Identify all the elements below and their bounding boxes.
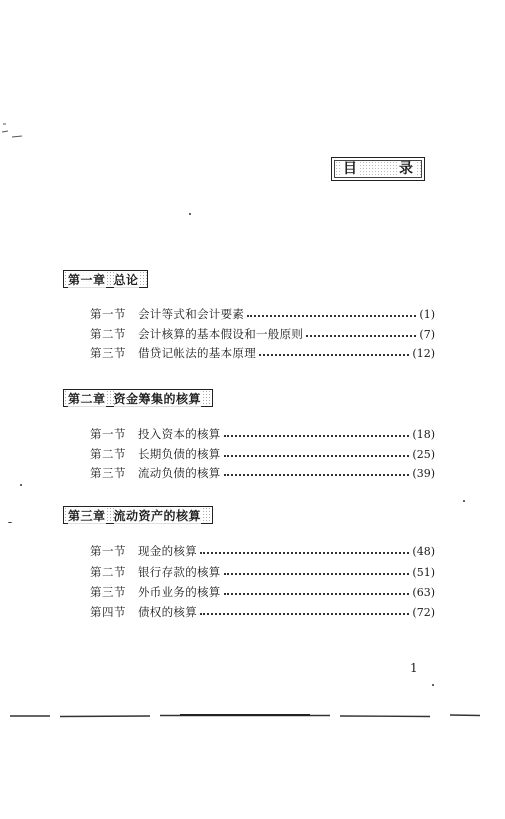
toc-title [331, 157, 425, 181]
section-page: (7) [419, 327, 435, 341]
dot-leader [259, 354, 409, 356]
section-title: 外币业务的核算 [138, 585, 221, 599]
section-title: 借贷记帐法的基本原理 [138, 346, 256, 360]
dot-leader [224, 474, 410, 476]
scan-speck [8, 522, 12, 523]
chapter-label: 第一章 [68, 272, 106, 287]
dot-leader [200, 552, 409, 554]
section-page: (18) [412, 427, 435, 441]
section-title: 会计等式和会计要素 [138, 307, 245, 321]
section-page: (25) [412, 447, 435, 461]
toc-entry [90, 465, 435, 481]
toc-entry [90, 326, 435, 342]
toc-entry [90, 604, 435, 620]
section-page: (51) [412, 565, 435, 579]
section-label: 第一节 [90, 307, 126, 321]
section-label: 第一节 [90, 544, 126, 558]
scan-speck [463, 500, 465, 502]
toc-title-left-char: 目 [343, 161, 357, 177]
section-label: 第二节 [90, 327, 126, 341]
toc-entry [90, 543, 435, 559]
section-page: (12) [412, 346, 435, 360]
scan-speck [20, 484, 22, 486]
dot-leader [247, 315, 416, 317]
toc-entry [90, 306, 435, 322]
section-title: 流动负债的核算 [138, 466, 221, 480]
page-number: 1 [410, 661, 418, 675]
toc-entry [90, 345, 435, 361]
section-label: 第四节 [90, 605, 126, 619]
toc-title-inner [334, 160, 422, 178]
chapter-title: 资金筹集的核算 [113, 391, 202, 406]
dot-leader [224, 435, 410, 437]
section-label: 第一节 [90, 427, 126, 441]
chapter-title: 总论 [113, 272, 139, 287]
chapter-1-header [63, 270, 148, 288]
section-title: 投入资本的核算 [138, 427, 221, 441]
chapter-3-header [63, 506, 213, 524]
chapter-2-header [63, 389, 213, 407]
toc-entry [90, 426, 435, 442]
section-title: 银行存款的核算 [138, 565, 221, 579]
section-page: (39) [412, 466, 435, 480]
section-label: 第三节 [90, 585, 126, 599]
scan-speck [432, 684, 434, 686]
scan-edge-mark [0, 120, 30, 150]
section-title: 会计核算的基本假设和一般原则 [138, 327, 304, 341]
toc-title-right-char: 录 [399, 161, 413, 177]
section-title: 现金的核算 [138, 544, 197, 558]
dot-leader [200, 613, 409, 615]
section-page: (63) [412, 585, 435, 599]
section-title: 长期负债的核算 [138, 447, 221, 461]
dot-leader [224, 573, 410, 575]
toc-entry [90, 564, 435, 580]
section-page: (72) [412, 605, 435, 619]
toc-entry [90, 446, 435, 462]
bottom-rule [10, 712, 480, 720]
chapter-title: 流动资产的核算 [113, 508, 202, 523]
chapter-label: 第三章 [68, 508, 106, 523]
section-title: 债权的核算 [138, 605, 197, 619]
dot-leader [224, 455, 410, 457]
scan-speck [189, 213, 191, 215]
chapter-label: 第二章 [68, 391, 106, 406]
section-label: 第二节 [90, 447, 126, 461]
section-label: 第二节 [90, 565, 126, 579]
section-label: 第三节 [90, 346, 126, 360]
section-page: (1) [419, 307, 435, 321]
dot-leader [306, 335, 416, 337]
section-page: (48) [412, 544, 435, 558]
toc-entry [90, 584, 435, 600]
dot-leader [224, 593, 410, 595]
section-label: 第三节 [90, 466, 126, 480]
